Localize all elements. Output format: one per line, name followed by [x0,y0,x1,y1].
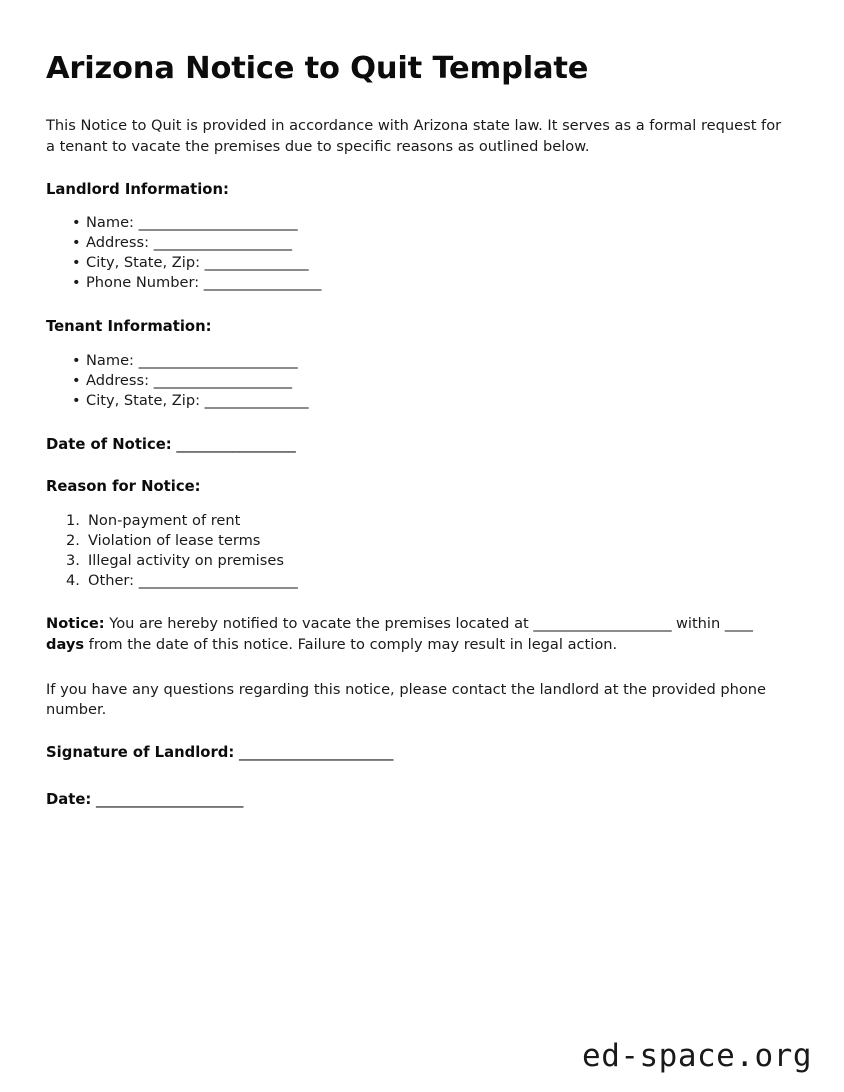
field-label: Address: [86,371,150,389]
reason-text: Illegal activity on premises [88,551,284,569]
list-item [46,571,794,591]
list-item [46,213,794,233]
date-of-notice-blank[interactable]: _________________ [176,435,296,453]
notice-text-after: from the date of this notice. Failure to comply may result in legal action. [84,636,618,654]
field-label: Name: [86,351,134,369]
list-item [46,253,794,273]
field-label: Phone Number: [86,274,200,292]
reason-text: Violation of lease terms [88,531,261,549]
list-item [46,511,794,531]
field-blank[interactable]: _______________ [204,391,309,409]
document-content [46,52,794,837]
list-item [46,551,794,571]
reason-text: Other: [88,571,135,589]
page-title: Arizona Notice to Quit Template [46,51,589,86]
list-item [46,371,794,391]
field-blank[interactable]: ____________________ [153,233,292,251]
field-blank[interactable]: ____________________ [153,371,292,389]
landlord-information-list [46,213,794,294]
notice-paragraph [46,613,794,656]
notice-label: Notice: [46,615,105,633]
intro-paragraph: This Notice to Quit is provided in accordance with Arizona state law. It serves as a formal request for a tenant to vacate the premises due to specific reasons as outlined below. [46,117,782,155]
field-blank[interactable]: _________________ [203,274,322,292]
list-item [46,391,794,411]
notice-days-blank[interactable]: ____ [724,615,753,633]
notice-location-blank[interactable]: ____________________ [533,615,672,633]
other-reason-blank[interactable]: _______________________ [138,571,298,589]
signature-date-line [46,790,794,811]
reason-for-notice-list [46,511,794,592]
footer-watermark: ed-space.org [582,1038,812,1074]
date-of-notice-label: Date of Notice: [46,435,172,453]
field-blank[interactable]: _______________________ [138,213,298,231]
tenant-information-list [46,351,794,411]
date-of-notice-line [46,435,794,455]
field-label: Name: [86,213,134,231]
signature-label: Signature of Landlord: [46,744,235,762]
field-label: City, State, Zip: [86,391,201,409]
list-item [46,233,794,253]
landlord-information-heading: Landlord Information: [46,180,229,198]
signature-blank[interactable]: ______________________ [239,744,393,762]
signature-date-label: Date: [46,790,92,808]
contact-paragraph: If you have any questions regarding this notice, please contact the landlord at the provided phone number. [46,680,767,719]
signature-date-blank[interactable]: _____________________ [96,790,243,808]
notice-days-word: days [46,636,85,654]
list-item [46,531,794,551]
list-item [46,351,794,371]
reason-for-notice-heading: Reason for Notice: [46,478,201,496]
reason-text: Non-payment of rent [88,511,241,529]
tenant-information-heading: Tenant Information: [46,318,212,336]
field-blank[interactable]: _______________________ [138,351,298,369]
field-blank[interactable]: _______________ [204,254,309,272]
list-item [46,273,794,293]
field-label: Address: [86,233,150,251]
notice-text-within: within [671,615,725,633]
field-label: City, State, Zip: [86,254,201,272]
signature-of-landlord-line [46,743,794,764]
notice-text-before: You are hereby notified to vacate the premises located at [104,615,534,633]
